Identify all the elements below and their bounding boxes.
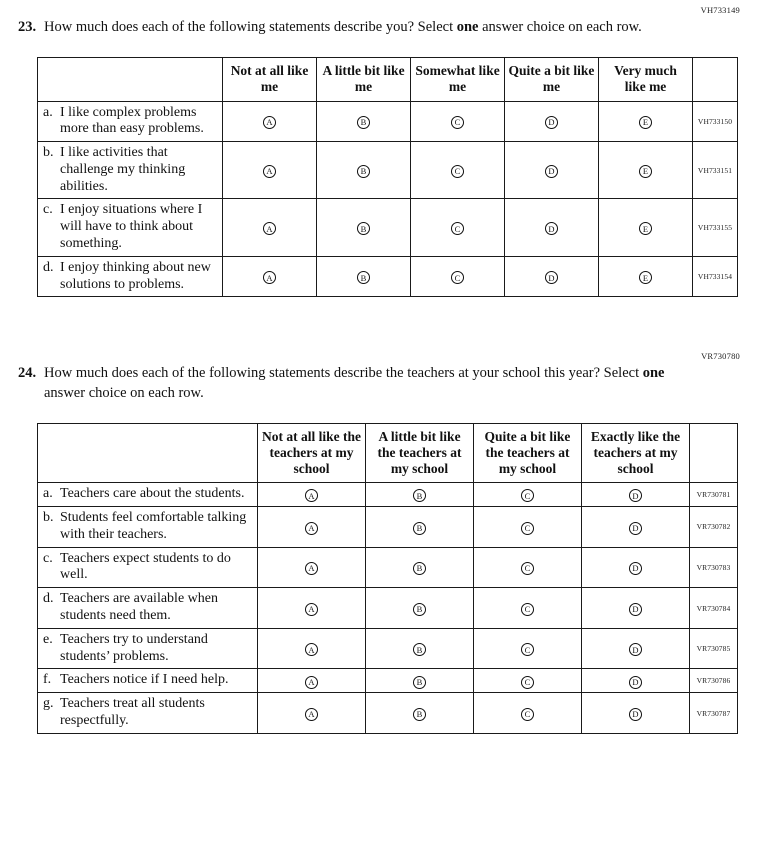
- row-statement: Teachers notice if I need help.: [60, 672, 229, 688]
- answer-bubble[interactable]: D: [629, 489, 642, 502]
- answer-bubble[interactable]: E: [639, 271, 652, 284]
- answer-cell: [474, 693, 582, 734]
- answer-cell: [474, 483, 582, 507]
- row-statement: Teachers treat all students respectfully.: [60, 696, 205, 729]
- column-header: Quite a bit like the teachers at my school: [474, 423, 582, 483]
- answer-cell: [258, 588, 366, 629]
- answer-cell: [505, 101, 599, 142]
- empty-header-cell: [38, 423, 258, 483]
- answer-bubble[interactable]: A: [305, 603, 318, 616]
- row-statement: Teachers try to understand students’ problems.: [60, 631, 208, 664]
- answer-bubble[interactable]: C: [521, 643, 534, 656]
- answer-cell: [366, 628, 474, 669]
- answer-cell: [582, 669, 690, 693]
- q23-header-row: [38, 58, 738, 101]
- answer-cell: [582, 693, 690, 734]
- answer-bubble[interactable]: C: [521, 603, 534, 616]
- answer-cell: [258, 507, 366, 548]
- question-23-prompt: [18, 18, 773, 37]
- statement-cell: [38, 628, 258, 669]
- answer-cell: [582, 507, 690, 548]
- column-header: Somewhat like me: [411, 58, 505, 101]
- answer-bubble[interactable]: C: [521, 562, 534, 575]
- answer-bubble[interactable]: B: [413, 643, 426, 656]
- row-statement: I enjoy situations where I will have to think about something.: [60, 202, 203, 252]
- row-letter: a.: [43, 486, 53, 502]
- answer-cell: [258, 547, 366, 588]
- answer-bubble[interactable]: C: [521, 708, 534, 721]
- row-statement: I like complex problems more than easy problems.: [60, 104, 204, 137]
- answer-cell: [474, 507, 582, 548]
- answer-cell: [317, 142, 411, 199]
- row-letter: f.: [43, 672, 52, 688]
- answer-bubble[interactable]: A: [305, 676, 318, 689]
- table-row: [38, 256, 738, 297]
- answer-cell: [582, 588, 690, 629]
- answer-bubble[interactable]: D: [545, 165, 558, 178]
- answer-cell: [317, 256, 411, 297]
- answer-cell: [599, 256, 693, 297]
- empty-header-cell: [38, 58, 223, 101]
- prompt-before: How much does each of the following statements describe the teachers at your school this year? Select: [44, 365, 643, 382]
- question-23-text: [44, 18, 642, 37]
- answer-bubble[interactable]: D: [629, 562, 642, 575]
- table-row: [38, 483, 738, 507]
- question-23-number: 23.: [18, 19, 37, 35]
- table-row: [38, 101, 738, 142]
- q24-table: [37, 423, 738, 734]
- answer-bubble[interactable]: B: [357, 165, 370, 178]
- answer-cell: [223, 142, 317, 199]
- answer-bubble[interactable]: C: [521, 522, 534, 535]
- answer-cell: [223, 199, 317, 256]
- row-letter: d.: [43, 591, 54, 607]
- prompt-before: How much does each of the following statements describe you? Select: [44, 19, 457, 35]
- answer-bubble[interactable]: A: [263, 222, 276, 235]
- column-header: Quite a bit like me: [505, 58, 599, 101]
- question-24-text: [44, 364, 666, 402]
- answer-cell: [317, 101, 411, 142]
- answer-bubble[interactable]: C: [451, 165, 464, 178]
- answer-cell: [582, 547, 690, 588]
- table-row: [38, 547, 738, 588]
- answer-bubble[interactable]: D: [629, 676, 642, 689]
- answer-bubble[interactable]: E: [639, 116, 652, 129]
- answer-cell: [599, 142, 693, 199]
- answer-cell: [258, 669, 366, 693]
- answer-bubble[interactable]: D: [629, 708, 642, 721]
- answer-bubble[interactable]: B: [357, 271, 370, 284]
- q24-header-row: [38, 423, 738, 483]
- table-row: [38, 142, 738, 199]
- statement-cell: [38, 483, 258, 507]
- row-code: VR730787: [690, 693, 738, 734]
- table-row: [38, 507, 738, 548]
- row-letter: a.: [43, 104, 53, 120]
- row-statement: Teachers expect students to do well.: [60, 550, 231, 583]
- answer-cell: [411, 199, 505, 256]
- row-code: VH733155: [693, 199, 738, 256]
- statement-cell: [38, 256, 223, 297]
- row-code: VH733151: [693, 142, 738, 199]
- column-header: Very much like me: [599, 58, 693, 101]
- answer-bubble[interactable]: B: [357, 116, 370, 129]
- statement-cell: [38, 588, 258, 629]
- row-code: VR730786: [690, 669, 738, 693]
- answer-cell: [366, 507, 474, 548]
- statement-cell: [38, 669, 258, 693]
- answer-bubble[interactable]: C: [451, 222, 464, 235]
- answer-bubble[interactable]: E: [639, 165, 652, 178]
- answer-bubble[interactable]: D: [629, 603, 642, 616]
- answer-bubble[interactable]: D: [629, 522, 642, 535]
- answer-cell: [366, 588, 474, 629]
- answer-bubble[interactable]: A: [305, 643, 318, 656]
- empty-code-header-cell: [690, 423, 738, 483]
- row-letter: d.: [43, 259, 54, 275]
- answer-bubble[interactable]: A: [305, 708, 318, 721]
- answer-bubble[interactable]: B: [413, 603, 426, 616]
- answer-cell: [474, 547, 582, 588]
- answer-cell: [366, 547, 474, 588]
- prompt-after: answer choice on each row.: [44, 384, 204, 401]
- answer-bubble[interactable]: B: [413, 562, 426, 575]
- answer-bubble[interactable]: D: [545, 222, 558, 235]
- answer-bubble[interactable]: A: [263, 271, 276, 284]
- answer-cell: [223, 101, 317, 142]
- answer-cell: [411, 142, 505, 199]
- q23-table: [37, 57, 738, 297]
- empty-code-header-cell: [693, 58, 738, 101]
- answer-cell: [317, 199, 411, 256]
- column-header: A little bit like the teachers at my school: [366, 423, 474, 483]
- statement-cell: [38, 693, 258, 734]
- row-letter: c.: [43, 202, 53, 218]
- row-letter: e.: [43, 631, 53, 647]
- row-letter: g.: [43, 696, 54, 712]
- table-row: [38, 588, 738, 629]
- table-row: [38, 693, 738, 734]
- answer-bubble[interactable]: B: [357, 222, 370, 235]
- question-24-prompt: [18, 364, 773, 402]
- answer-bubble[interactable]: D: [545, 271, 558, 284]
- answer-bubble[interactable]: A: [263, 116, 276, 129]
- question-23-accession-code: VH733149: [700, 5, 740, 15]
- answer-cell: [258, 628, 366, 669]
- answer-cell: [599, 101, 693, 142]
- question-24-accession-code: VR730780: [701, 351, 740, 362]
- answer-cell: [366, 693, 474, 734]
- answer-cell: [366, 669, 474, 693]
- question-24-section: [0, 351, 773, 733]
- column-header: Not at all like me: [223, 58, 317, 101]
- prompt-bold: one: [642, 365, 665, 382]
- prompt-bold: one: [456, 19, 479, 35]
- answer-cell: [474, 588, 582, 629]
- answer-cell: [505, 142, 599, 199]
- statement-cell: [38, 547, 258, 588]
- answer-bubble[interactable]: B: [413, 676, 426, 689]
- row-statement: Teachers care about the students.: [60, 486, 245, 502]
- answer-bubble[interactable]: B: [413, 522, 426, 535]
- row-statement: Teachers are available when students need them.: [60, 591, 218, 624]
- answer-bubble[interactable]: A: [305, 489, 318, 502]
- statement-cell: [38, 199, 223, 256]
- answer-cell: [505, 199, 599, 256]
- row-code: VH733154: [693, 256, 738, 297]
- row-code: VR730785: [690, 628, 738, 669]
- answer-cell: [505, 256, 599, 297]
- row-statement: I like activities that challenge my thinking abilities.: [60, 145, 186, 194]
- statement-cell: [38, 101, 223, 142]
- answer-bubble[interactable]: D: [545, 116, 558, 129]
- answer-cell: [582, 483, 690, 507]
- row-code: VR730783: [690, 547, 738, 588]
- column-header: Exactly like the teachers at my school: [582, 423, 690, 483]
- answer-cell: [474, 669, 582, 693]
- answer-bubble[interactable]: C: [451, 271, 464, 284]
- table-row: [38, 199, 738, 256]
- answer-cell: [258, 693, 366, 734]
- row-statement: Students feel comfortable talking with their teachers.: [60, 510, 247, 542]
- answer-cell: [599, 199, 693, 256]
- row-statement: I enjoy thinking about new solutions to problems.: [60, 259, 211, 292]
- row-code: VR730784: [690, 588, 738, 629]
- answer-cell: [411, 256, 505, 297]
- answer-bubble[interactable]: C: [451, 116, 464, 129]
- answer-cell: [258, 483, 366, 507]
- answer-bubble[interactable]: A: [305, 562, 318, 575]
- statement-cell: [38, 507, 258, 548]
- column-header: A little bit like me: [317, 58, 411, 101]
- row-code: VR730781: [690, 483, 738, 507]
- answer-bubble[interactable]: E: [639, 222, 652, 235]
- statement-cell: [38, 142, 223, 199]
- row-code: VH733150: [693, 101, 738, 142]
- question-24-number: 24.: [18, 365, 37, 382]
- answer-bubble[interactable]: D: [629, 643, 642, 656]
- answer-bubble[interactable]: A: [263, 165, 276, 178]
- answer-bubble[interactable]: C: [521, 489, 534, 502]
- answer-cell: [223, 256, 317, 297]
- row-code: VR730782: [690, 507, 738, 548]
- prompt-after: answer choice on each row.: [478, 19, 642, 35]
- row-letter: b.: [43, 145, 54, 161]
- answer-cell: [582, 628, 690, 669]
- answer-bubble[interactable]: B: [413, 489, 426, 502]
- row-letter: b.: [43, 510, 54, 526]
- row-letter: c.: [43, 550, 53, 566]
- answer-cell: [366, 483, 474, 507]
- answer-bubble[interactable]: B: [413, 708, 426, 721]
- answer-cell: [474, 628, 582, 669]
- column-header: Not at all like the teachers at my school: [258, 423, 366, 483]
- table-row: [38, 669, 738, 693]
- answer-cell: [411, 101, 505, 142]
- answer-bubble[interactable]: C: [521, 676, 534, 689]
- question-23-section: [0, 5, 773, 297]
- answer-bubble[interactable]: A: [305, 522, 318, 535]
- table-row: [38, 628, 738, 669]
